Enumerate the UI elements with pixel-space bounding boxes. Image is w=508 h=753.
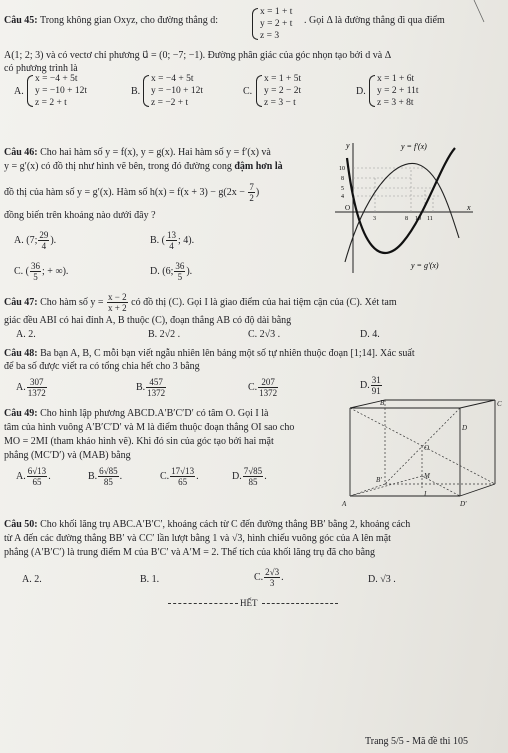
q45-label: Câu 45: bbox=[4, 15, 38, 26]
q50-option-c: C. $\frac{2√3}{3}$ . bbox=[254, 567, 284, 588]
end-marker: HẾT bbox=[240, 598, 258, 608]
q45-c-x: x = 1 + 5t bbox=[264, 74, 302, 84]
q45-option-d bbox=[369, 73, 419, 109]
q46-line3 bbox=[4, 182, 259, 203]
q50-option-b: B. 1. bbox=[140, 574, 160, 585]
q47-line2: giác đều ABI có hai đỉnh A, B thuộc (C), đoạn thẳng AB có độ dài bằng bbox=[4, 315, 292, 326]
q46-tick-x-3: 3 bbox=[373, 216, 376, 222]
q45-a-z: z = 2 + t bbox=[35, 98, 67, 108]
q45-b-x: x = −4 + 5t bbox=[151, 74, 194, 84]
cube-label-dprime: D′ bbox=[460, 500, 467, 508]
q45-d-y: y = 2 + t bbox=[260, 19, 293, 29]
q46-tick-x-10: 10 bbox=[415, 216, 421, 222]
q46-x-label: x bbox=[467, 203, 471, 212]
q46-origin: O bbox=[345, 204, 351, 212]
q46-tick-y-8: 8 bbox=[341, 176, 344, 182]
q46-option-c: C. ( $\frac{36}{5}$ ; + ∞). bbox=[14, 261, 69, 282]
q48-option-d: D. $\frac{31}{91}$ bbox=[360, 375, 381, 396]
q49-line4: phẳng (MC′D′) và (MAB) bằng bbox=[4, 450, 131, 461]
q46-gprime-label: y = g′(x) bbox=[411, 261, 439, 270]
q49-cube-figure bbox=[340, 398, 505, 516]
q45-d-x: x = 1 + t bbox=[260, 7, 293, 17]
cube-segment-md bbox=[350, 476, 422, 496]
q46-option-d: D. (6; $\frac{36}{5}$ ). bbox=[150, 261, 193, 282]
q46-text2b: đậm hơn là bbox=[234, 161, 283, 172]
q50-option-a: A. 2. bbox=[22, 574, 42, 585]
q47-line1 bbox=[4, 292, 397, 313]
q49-label: Câu 49: bbox=[4, 408, 38, 419]
q45-line-d bbox=[252, 6, 292, 42]
q47-label: Câu 47: bbox=[4, 296, 38, 308]
q46-tick-y-4: 4 bbox=[341, 194, 344, 200]
q45-text2: . Gọi Δ là đường thẳng đi qua điểm bbox=[304, 15, 445, 26]
q46-text3a: đồ thị của hàm số y = g′(x). Hàm số h(x) = f(x + 3) − g(2x − bbox=[4, 186, 245, 198]
q48-option-a: A. $\frac{307}{1372}$ bbox=[16, 377, 46, 398]
q46-graph bbox=[333, 138, 483, 278]
end-dash-right bbox=[262, 603, 338, 604]
cube-diagonal bbox=[385, 408, 460, 484]
q50-line1 bbox=[4, 519, 410, 531]
q47-text1a: Cho hàm số y = bbox=[40, 296, 104, 308]
q49-option-a: A. $\frac{6√13}{65}$ . bbox=[16, 466, 51, 487]
q50-option-d: D. √3 . bbox=[368, 574, 396, 585]
page-edge-mark bbox=[470, 0, 508, 30]
cube-label-o: O bbox=[424, 444, 430, 452]
q47-text1b: có đồ thị (C). Gọi I là giao điểm của hai tiệm cận của (C). Xét tam bbox=[131, 296, 397, 308]
q49-line3: MO = 2MI (tham khảo hình vẽ). Khi đó sin của góc tạo bởi hai mặt bbox=[4, 436, 274, 447]
cube-label-b: B bbox=[380, 399, 385, 407]
q47-option-d: D. 4. bbox=[360, 329, 380, 340]
q46-y-label: y bbox=[346, 141, 350, 150]
end-dash-left bbox=[168, 603, 238, 604]
q48-text1: Ba bạn A, B, C mỗi bạn viết ngẫu nhiên lên bảng một số tự nhiên thuộc đoạn [1;14]. Xác suất bbox=[40, 348, 415, 359]
q48-option-b: B. $\frac{457}{1372}$ bbox=[136, 377, 166, 398]
q45-option-b-label: B. bbox=[131, 86, 141, 97]
q46-tick-y-10: 10 bbox=[339, 166, 345, 172]
q46-frac: $\frac{7}{2}$ bbox=[249, 182, 254, 203]
q45-option-d-label: D. bbox=[356, 86, 366, 97]
q45-b-z: z = −2 + t bbox=[151, 98, 189, 108]
q45-b-y: y = −10 + 12t bbox=[151, 86, 203, 96]
cube-label-bprime: B′ bbox=[376, 476, 382, 484]
page-footer: Trang 5/5 - Mã đề thi 105 bbox=[365, 736, 468, 747]
q48-option-c: C. $\frac{207}{1372}$ bbox=[248, 377, 278, 398]
q45-d-z: z = 3 + 8t bbox=[377, 98, 414, 108]
q46-label: Câu 46: bbox=[4, 147, 38, 158]
q45-line2: A(1; 2; 3) và có vectơ chỉ phương u⃗ = (0; −7; −1). Đường phân giác của góc nhọn tạo bởi d và Δ bbox=[4, 50, 392, 61]
cube-edge bbox=[460, 400, 495, 408]
q45-c-y: y = 2 − 2t bbox=[264, 86, 302, 96]
q45-d-y: y = 2 + 11t bbox=[377, 86, 419, 96]
q46-curve-gprime bbox=[347, 148, 455, 253]
q45-option-c bbox=[256, 73, 301, 109]
q45-text1: Trong không gian Oxyz, cho đường thẳng d: bbox=[39, 15, 219, 26]
q49-option-b: B. $\frac{6√85}{85}$ . bbox=[88, 466, 123, 487]
cube-label-a: A bbox=[342, 500, 347, 508]
q45-a-x: x = −4 + 5t bbox=[35, 74, 78, 84]
q46-text3b: ) bbox=[255, 186, 260, 198]
q49-option-d: D. $\frac{7√85}{85}$ . bbox=[232, 466, 267, 487]
cube-label-c: C bbox=[497, 400, 502, 408]
q49-option-c: C. $\frac{17√13}{65}$ . bbox=[160, 466, 199, 487]
q48-label: Câu 48: bbox=[4, 348, 38, 359]
q47-option-c: C. 2√3 . bbox=[248, 329, 281, 340]
q45-line3: có phương trình là bbox=[4, 63, 78, 74]
q45-option-b bbox=[143, 73, 203, 109]
q48-line2: để ba số được viết ra có tổng chia hết cho 3 bằng bbox=[4, 361, 200, 372]
q46-fprime-label: y = f′(x) bbox=[401, 142, 427, 151]
q48-line1 bbox=[4, 348, 415, 360]
q50-line2: từ A đến các đường thẳng BB′ và CC′ lần lượt bằng 1 và √3, hình chiếu vuông góc của A lên mặt bbox=[4, 533, 391, 544]
q47-option-b: B. 2√2 . bbox=[148, 329, 181, 340]
q46-tick-x-11: 11 bbox=[427, 216, 433, 222]
q45-c-z: z = 3 − t bbox=[264, 98, 296, 108]
q45-d-x: x = 1 + 6t bbox=[377, 74, 415, 84]
q45-intro bbox=[4, 15, 218, 27]
q50-text1: Cho khối lăng trụ ABC.A′B′C′, khoảng cách từ C đến đường thẳng BB′ bằng 2, khoảng cách bbox=[40, 519, 411, 530]
q47-frac: $\frac{x - 2}{x + 2}$ bbox=[108, 292, 127, 313]
q45-option-c-label: C. bbox=[243, 86, 253, 97]
q46-line4: đồng biến trên khoảng nào dưới đây ? bbox=[4, 210, 156, 221]
q46-line1 bbox=[4, 147, 271, 159]
cube-edge bbox=[460, 484, 495, 496]
q50-label: Câu 50: bbox=[4, 519, 38, 530]
q50-line3: phẳng (A′B′C′) là trung điểm M của B′C′ và A′M = 2. Thể tích của khối lăng trụ đã cho bằng bbox=[4, 547, 376, 558]
q45-d-z: z = 3 bbox=[260, 31, 280, 41]
q46-line2 bbox=[4, 161, 283, 173]
q45-a-y: y = −10 + 12t bbox=[35, 86, 87, 96]
q46-text1: Cho hai hàm số y = f(x), y = g(x). Hai hàm số y = f′(x) và bbox=[40, 147, 271, 158]
q46-tick-x-8: 8 bbox=[405, 216, 408, 222]
q46-text2a: y = g′(x) có đồ thị như hình vẽ bên, trong đó đường cong bbox=[4, 161, 232, 172]
cube-label-m: M bbox=[424, 472, 430, 480]
cube-label-d: D bbox=[462, 424, 468, 432]
q46-tick-y-5: 5 bbox=[341, 186, 344, 192]
q46-option-b: B. ( $\frac{13}{4}$ ; 4). bbox=[150, 230, 195, 251]
q45-option-a-label: A. bbox=[14, 86, 24, 97]
q47-option-a: A. 2. bbox=[16, 329, 36, 340]
q46-option-a: A. (7; $\frac{29}{4}$ ). bbox=[14, 230, 57, 251]
q49-text1: Cho hình lập phương ABCD.A′B′C′D′ có tâm O. Gọi I là bbox=[40, 408, 269, 419]
q45-option-a bbox=[27, 73, 87, 109]
cube-label-i: I bbox=[424, 490, 427, 498]
q49-line1 bbox=[4, 408, 268, 420]
q49-line2: tâm của hình vuông A′B′C′D′ và M là điểm thuộc đoạn thẳng OI sao cho bbox=[4, 422, 295, 433]
